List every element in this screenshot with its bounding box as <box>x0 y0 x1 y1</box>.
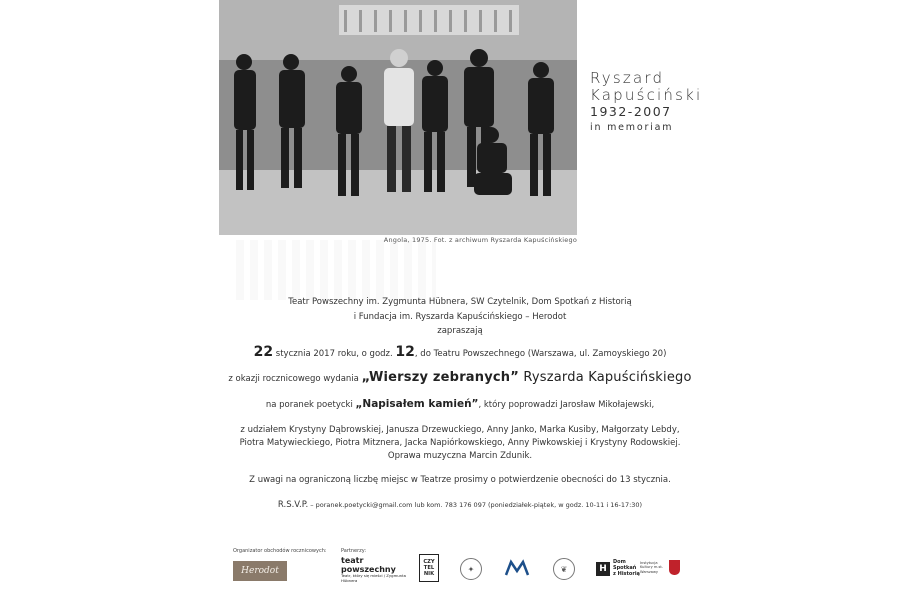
czytelnik-part-1: CZY <box>423 558 435 565</box>
herodot-logo: Herodot <box>233 561 287 581</box>
date-day: 22 <box>253 344 274 360</box>
music-line: Oprawa muzyczna Marcin Zdunik. <box>387 451 533 461</box>
dsh-part-2: Spotkań <box>613 564 637 571</box>
memorial-heading <box>590 70 702 135</box>
photo-illustration <box>219 0 577 235</box>
event-host: , który poprowadzi Jarosław Mikołajewski, <box>478 400 655 410</box>
in-memoriam-label: in memoriam <box>590 122 674 133</box>
watermark <box>236 240 436 300</box>
muzeum-logo <box>504 559 530 577</box>
partners-label: Partnerzy: <box>341 548 367 554</box>
teatr-logo-text: teatr powszechny <box>341 556 396 574</box>
dsh-part-1: Dom <box>613 559 626 565</box>
venue-text: , do Teatru Powszechnego (Warszawa, ul. Zamoyskiego 20) <box>414 349 667 359</box>
occasion-intro: z okazji rocznicowego wydania <box>228 374 362 384</box>
rsvp-details: – poranek.poetycki@gmail.com lub kom. 783 176 097 (poniedziałek-piątek, w godz. 10-11 i 16-17:30) <box>308 501 643 509</box>
event-intro: na poranek poetycki <box>265 400 356 410</box>
czytelnik-part-2: TEL <box>423 564 435 571</box>
teatr-powszechny-logo <box>341 556 407 583</box>
book-author: Ryszarda Kapuścińskiego <box>519 370 692 385</box>
participants-line-1: z udziałem Krystyny Dąbrowskiej, Janusza Drzewuckiego, Anny Janko, Marka Kusiby, Małgorzaty Lebdy, <box>240 425 680 435</box>
date-line <box>150 344 770 360</box>
attendance-note: Z uwagi na ograniczoną liczbę miejsc w Teatrze prosimy o potwierdzenie obecności do 13 stycznia. <box>249 475 671 485</box>
archive-photo <box>219 0 577 235</box>
rsvp-line <box>150 500 770 510</box>
organizers-line: Teatr Powszechny im. Zygmunta Hübnera, SW Czytelnik, Dom Spotkań z Historią <box>288 297 632 307</box>
institution-logo: Instytucja Kultury m.st. Warszawy <box>640 561 663 574</box>
dsh-icon: H <box>596 562 610 576</box>
date-hour: 12 <box>395 344 415 360</box>
invite-verb: zapraszają <box>437 326 483 336</box>
foundation-line: i Fundacja im. Ryszarda Kapuścińskiego – Herodot <box>353 312 567 322</box>
first-name: Ryszard <box>590 69 665 87</box>
occasion-line <box>150 370 770 385</box>
rsvp-label: R.S.V.P. <box>277 500 309 510</box>
muzeum-logo-icon <box>504 559 530 577</box>
photo-caption: Angola, 1975. Fot. z archiwum Ryszarda Kapuścińskiego <box>383 236 577 244</box>
organizer-label: Organizator obchodów rocznicowych: <box>233 548 327 554</box>
last-name: Kapuściński <box>590 86 703 104</box>
book-title: „Wierszy zebranych” <box>361 370 520 385</box>
seal-icon: ✦ <box>460 558 482 580</box>
date-text: stycznia 2017 roku, o godz. <box>273 349 396 359</box>
dsh-part-3: z Historią <box>613 570 640 577</box>
warsaw-shield-icon <box>669 560 680 575</box>
event-title: „Napisałem kamień” <box>355 398 479 410</box>
event-line <box>150 398 770 410</box>
czytelnik-logo <box>419 554 439 582</box>
teatr-logo-sub: Teatr, który się mieści / Zygmunta Hübnera <box>341 573 406 583</box>
eagle-emblem-icon: ❦ <box>553 558 575 580</box>
czytelnik-part-3: NIK <box>423 571 435 578</box>
dom-spotkan-logo <box>596 560 640 577</box>
participants-line-2: Piotra Matywieckiego, Piotra Mitznera, Jacka Napiórkowskiego, Anny Piwkowskiej i Krystyny Rodowskiej. <box>239 438 681 448</box>
life-years: 1932-2007 <box>590 104 672 119</box>
